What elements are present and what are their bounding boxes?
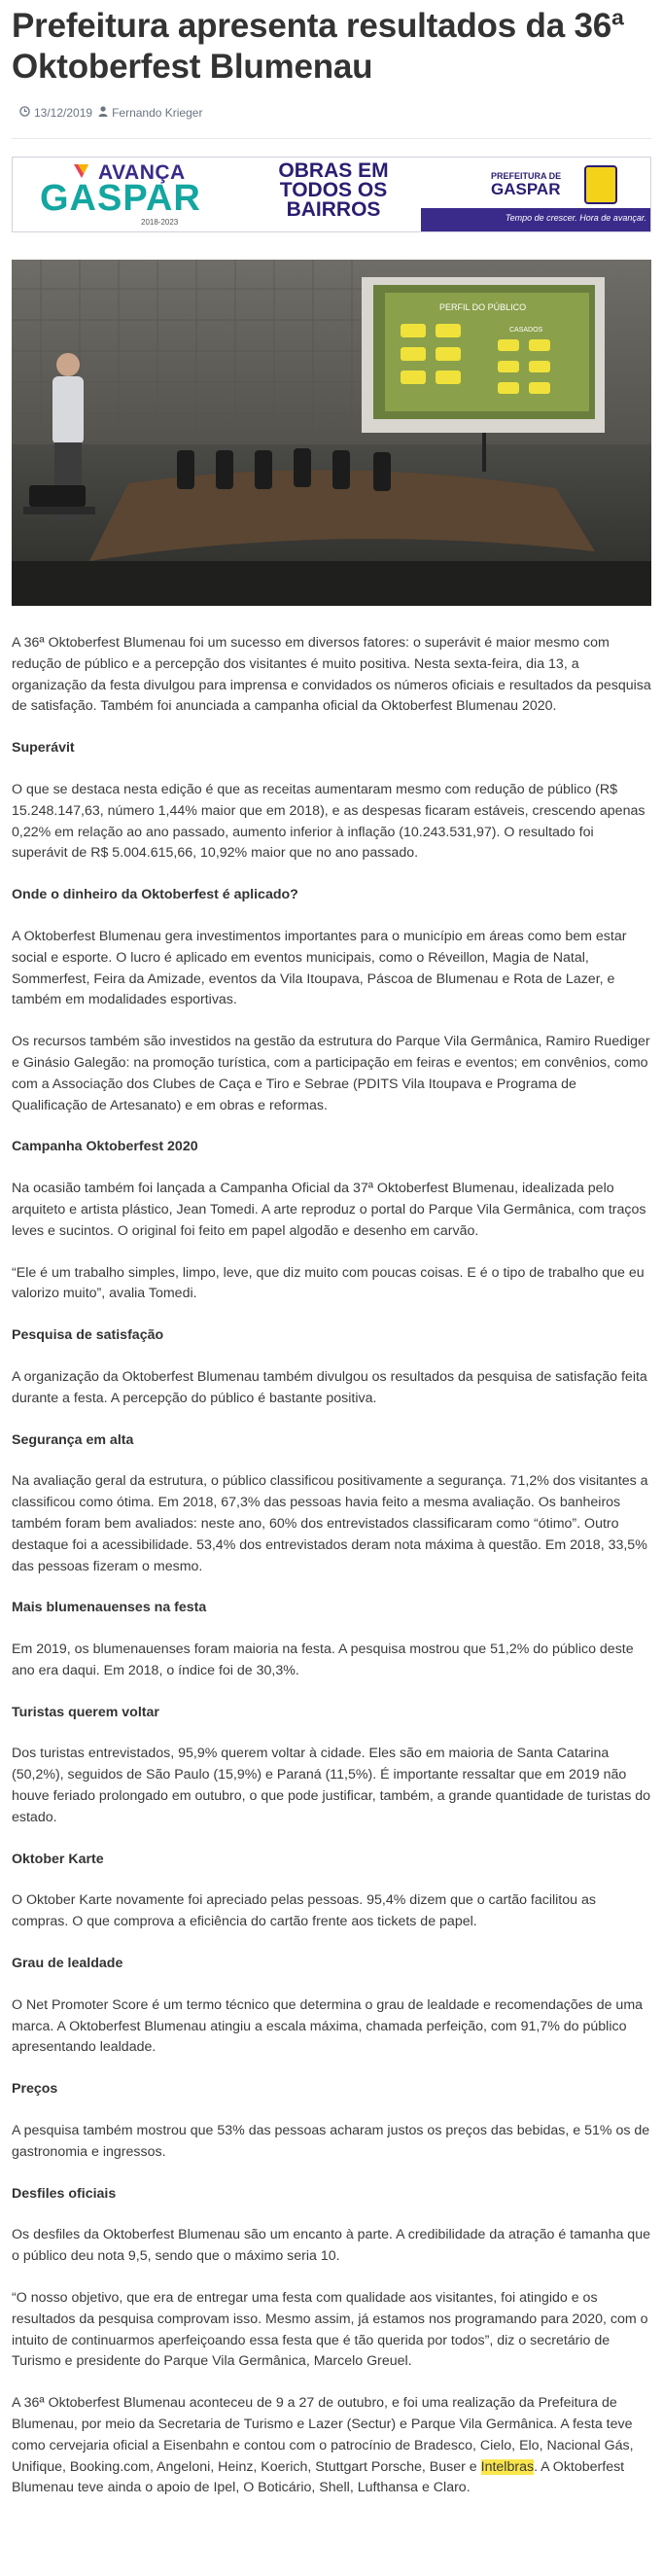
article-paragraph: O Oktober Karte novamente foi apreciado pelas pessoas. 95,4% dizem que o cartão facilitou as compras. O que comprova a eficiência do cartão frente aos tickets de papel. <box>12 1892 596 1930</box>
banner-headline-line-1: OBRAS EM <box>278 159 389 182</box>
article-paragraph: O Net Promoter Score é um termo técnico que determina o grau de lealdade e recomendações de uma marca. A Oktoberfest Blumenau atingiu a escala máxima, chamada perfeição, com 91,7% do público apresentando lealdade. <box>12 1996 644 2056</box>
article-paragraph: Os desfiles da Oktoberfest Blumenau são um encanto à parte. A credibilidade da atração é tamanha que o público deu nota 9,5, sendo que o máximo seria 10. <box>12 2227 650 2265</box>
section-heading: Onde o dinheiro da Oktoberfest é aplicado? <box>12 887 298 903</box>
banner-prefeitura-big: GASPAR <box>491 180 561 198</box>
banner-gaspar: GASPAR <box>40 178 201 219</box>
article-paragraph: Os recursos também são investidos na gestão da estrutura do Parque Vila Germânica, Ramiro Ruediger e Ginásio Galegão: na promoção turística, com a participação em feiras e eventos; em convênios, como com a Associação dos Clubes de Caça e Tiro e Sebrae (PDITS Vila Itoupava e Programa de Qualificação de Artesanato) e em obras e reformas. <box>12 1034 650 1113</box>
section-heading: Grau de lealdade <box>12 1956 123 1972</box>
article-paragraph: “O nosso objetivo, que era de entregar uma festa com qualidade aos visitantes, foi atingido e os resultados da pesquisa comprovam isso. Mesmo assim, já estamos nos programando para 2020, com o intuito de continuarmos aperfeiçoando essa festa que é tão querida por todos”, diz o secretário de Turismo e presidente do Parque Vila Germânica, Marcelo Greuel. <box>12 2290 648 2370</box>
article-body <box>12 633 651 2373</box>
final-paragraph-text-start: A 36ª Oktoberfest Blumenau aconteceu de 9 a 27 de outubro, e foi uma realização da Prefeitura de Blumenau, por meio da Secretaria de Turismo e Lazer (Sectur) e Parque Vila Germânica. A festa teve como cervejaria oficial a Eisenbahn e contou com o patrocínio de Bradesco, Cielo, Elo, Nacional Gás, Unifique, Booking.com, Angeloni, Heinz, Koerich, Stuttgart Porsche, Buser e <box>12 2395 634 2475</box>
meta-divider <box>12 138 651 139</box>
slide-tag: CASADOS <box>509 327 543 334</box>
banner-slogan: Tempo de crescer. Hora de avançar. <box>505 213 646 223</box>
section-heading: Desfiles oficiais <box>12 2185 117 2202</box>
article-photo <box>12 260 651 606</box>
article-meta <box>12 105 651 121</box>
section-heading: Superávit <box>12 740 75 757</box>
banner-headline-line-2: TODOS OS <box>279 179 388 201</box>
slide-heading: PERFIL DO PÚBLICO <box>439 302 527 312</box>
user-icon <box>98 106 108 120</box>
section-heading: Pesquisa de satisfação <box>12 1327 164 1344</box>
banner-prefeitura-small: PREFEITURA DE <box>491 171 562 181</box>
gaspar-crest-icon <box>584 165 617 204</box>
article-paragraph: A Oktoberfest Blumenau gera investimentos importantes para o município em áreas como bem estar social e esporte. O lucro é aplicado em eventos municipais, como o Réveillon, Magia de Natal, Sommerfest, Feira da Amizade, eventos da Vila Itoupava, Páscoa de Blumenau e Rota de Lazer, e também em modalidades esportivas. <box>12 928 627 1008</box>
banner-prefeitura-text <box>491 171 561 198</box>
article-final-paragraph <box>12 2393 651 2499</box>
highlighted-sponsor: Intelbras <box>480 2458 535 2475</box>
article-paragraph: Dos turistas entrevistados, 95,9% querem voltar à cidade. Eles são em maioria de Santa Catarina (50,2%), seguidos de São Paulo (15,9%) e Paraná (11,5%). É importante ressaltar que em 2019 não houve feriado prolongado em outubro, o que pode justificar, também, a grande quantidade de turistas do estado. <box>12 1746 651 1825</box>
section-heading: Oktober Karte <box>12 1851 104 1867</box>
section-heading: Mais blumenauenses na festa <box>12 1600 207 1616</box>
banner-prefeitura <box>421 158 651 231</box>
banner-years: 2018-2023 <box>141 218 179 227</box>
article-date[interactable]: 13/12/2019 <box>34 106 93 120</box>
gaspar-banner[interactable] <box>12 157 651 232</box>
article-paragraph: “Ele é um trabalho simples, limpo, leve, que diz muito com poucas coisas. E é o tipo de trabalho que eu valorizo muito”, avalia Tomedi. <box>12 1264 645 1302</box>
clock-icon <box>19 106 30 120</box>
article-container <box>0 6 663 2499</box>
article-paragraph: Na ocasião também foi lançada a Campanha Oficial da 37ª Oktoberfest Blumenau, idealizada pelo arquiteto e artista plástico, Jean Tomedi. A arte reproduz o portal do Parque Vila Germânica, com traços leves e sucintos. O original foi feito em papel algodão e desenho em carvão. <box>12 1181 646 1239</box>
article-paragraph: O que se destaca nesta edição é que as receitas aumentaram mesmo com redução de público (R$ 15.248.147,63, número 1,44% maior que em 2018), e as despesas ficaram estáveis, crescendo apenas 0,22% em relação ao ano passado, aumento inferior à inflação (10.243.531,97). O resultado foi superávit de R$ 5.004.615,66, 10,92% maior que no ano passado. <box>12 781 646 862</box>
section-heading: Turistas querem voltar <box>12 1704 159 1720</box>
section-heading: Campanha Oktoberfest 2020 <box>12 1139 198 1155</box>
article-paragraph: A 36ª Oktoberfest Blumenau foi um sucesso em diversos fatores: o superávit é maior mesmo com redução de público e a percepção dos visitantes é muito positiva. Nesta sexta-feira, dia 13, a organização da festa divulgou para imprensa e convidados os números oficiais e resultados da pesquisa de satisfação. Também foi anunciada a campanha oficial da Oktoberfest Blumenau 2020. <box>12 635 651 715</box>
article-paragraph: Em 2019, os blumenauenses foram maioria na festa. A pesquisa mostrou que 51,2% do público deste ano era daqui. Em 2018, o índice foi de 30,3%. <box>12 1641 634 1678</box>
banner-headline <box>246 161 421 228</box>
section-heading: Preços <box>12 2081 58 2098</box>
article-title: Prefeitura apresenta resultados da 36ª Oktoberfest Blumenau <box>12 7 624 86</box>
article-paragraph: A pesquisa também mostrou que 53% das pessoas acharam justos os preços das bebidas, e 51% os de gastronomia e ingressos. <box>12 2123 650 2160</box>
final-paragraph-text-end: . A Oktoberfest Blumenau teve ainda o apoio de Ipel, O Boticário, Shell, Lufthansa e Claro. <box>12 2458 625 2496</box>
banner-avanca: AVANÇA <box>98 161 186 184</box>
article-paragraph: A organização da Oktoberfest Blumenau também divulgou os resultados da pesquisa de satisfação feita durante a festa. A percepção do público é bastante positiva. <box>12 1368 647 1406</box>
section-heading: Segurança em alta <box>12 1431 134 1448</box>
banner-headline-line-3: BAIRROS <box>286 198 381 221</box>
article-paragraph: Na avaliação geral da estrutura, o público classificou positivamente a segurança. 71,2% dos visitantes a classificou como ótima. Em 2018, 67,3% das pessoas havia feito a mesma avaliação. Os banheiros também foram bem avaliados: neste ano, 60% dos entrevistados classificaram como “ótimo”. Outro destaque foi a acessibilidade. 53,4% dos entrevistados deram nota máxima à questão. Em 2018, 33,5% das pessoas fizeram o mesmo. <box>12 1473 648 1574</box>
article-author[interactable]: Fernando Krieger <box>112 106 203 120</box>
banner-logo-avanca-gaspar <box>13 158 244 231</box>
